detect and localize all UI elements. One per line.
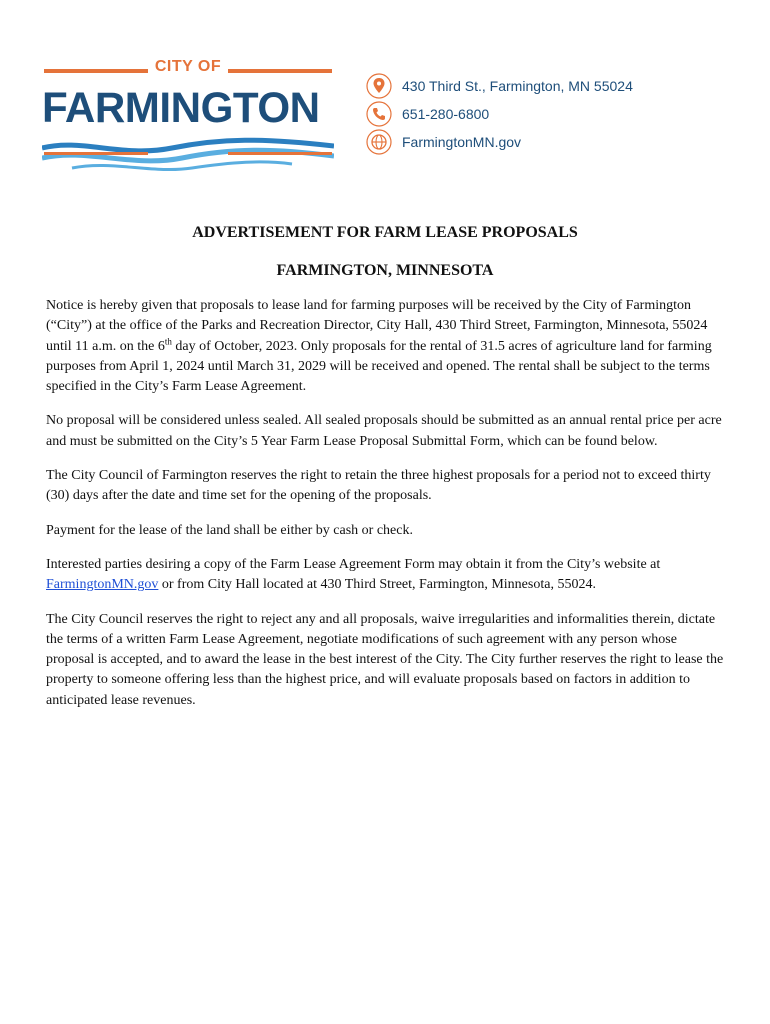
- logo-rule-right: [228, 69, 332, 73]
- location-pin-icon: [366, 73, 392, 99]
- paragraph-retain-proposals: The City Council of Farmington reserves the right to retain the three highest proposals for a period not to exceed thirty (30) days after the date and time set for the opening of the proposals.: [46, 468, 711, 504]
- contact-phone: [366, 100, 666, 128]
- notice-text-part2: day of October, 2023. Only proposals for the rental of 31.5 acres of agriculture land for farming purposes from April 1, 2024 until March 31, 2029 will be received and opened. The rental shall be subject to the terms specified in the City’s Farm Lease Agreement.: [46, 338, 712, 395]
- phone-icon: [366, 101, 392, 127]
- phone-text: 651-280-6800: [402, 106, 490, 122]
- document-title: ADVERTISEMENT FOR FARM LEASE PROPOSALS: [192, 224, 578, 241]
- globe-icon: [366, 129, 392, 155]
- paragraph-reservation: The City Council reserves the right to reject any and all proposals, waive irregularities and informalities therein, dictate the terms of a written Farm Lease Agreement, negotiate modifications of such agreement with any person whose proposal is accepted, and to award the lease in the best interest of the City. The City further reserves the right to lease the property to someone offering less than the highest price, and will evaluate proposals based on factors in addition to anticipated lease revenues.: [46, 611, 724, 708]
- logo-rule-left: [44, 69, 148, 73]
- address-text: 430 Third St., Farmington, MN 55024: [402, 78, 633, 94]
- paragraph-sealed-proposals: No proposal will be considered unless sealed. All sealed proposals should be submitted as an annual rental price per acre and must be submitted on the City’s 5 Year Farm Lease Proposal Submittal Form, which can be found below.: [46, 413, 722, 449]
- logo-waves: [42, 136, 334, 176]
- contact-address: [366, 72, 666, 100]
- copy-text-part2: or from City Hall located at 430 Third Street, Farmington, Minnesota, 55024.: [158, 577, 596, 593]
- notice-text-part1: Notice is hereby given that proposals to lease land for farming purposes will be received by the City of Farmington (“City”) at the office of the Parks and Recreation Director, City Hall, 430 Third Street, Farmington, Minnesota, 55024 until 11 a.m. on the 6: [46, 298, 708, 354]
- document-subtitle: FARMINGTON, MINNESOTA: [276, 262, 494, 279]
- paragraph-payment: Payment for the lease of the land shall be either by cash or check.: [46, 522, 413, 538]
- logo-name: FARMINGTON: [42, 84, 320, 132]
- document-body: [46, 296, 726, 725]
- ordinal-suffix: th: [164, 335, 172, 346]
- logo-city-of: CITY OF: [154, 58, 222, 75]
- website-link[interactable]: FarmingtonMN.gov: [46, 577, 159, 593]
- city-logo: [42, 58, 334, 178]
- copy-text-part1: Interested parties desiring a copy of the Farm Lease Agreement Form may obtain it from the City’s website at: [46, 556, 661, 572]
- contact-website[interactable]: [366, 128, 666, 156]
- paragraph-notice: [46, 296, 726, 397]
- website-text[interactable]: FarmingtonMN.gov: [402, 134, 522, 150]
- paragraph-copy-request: [46, 555, 726, 596]
- contact-block: [366, 72, 666, 156]
